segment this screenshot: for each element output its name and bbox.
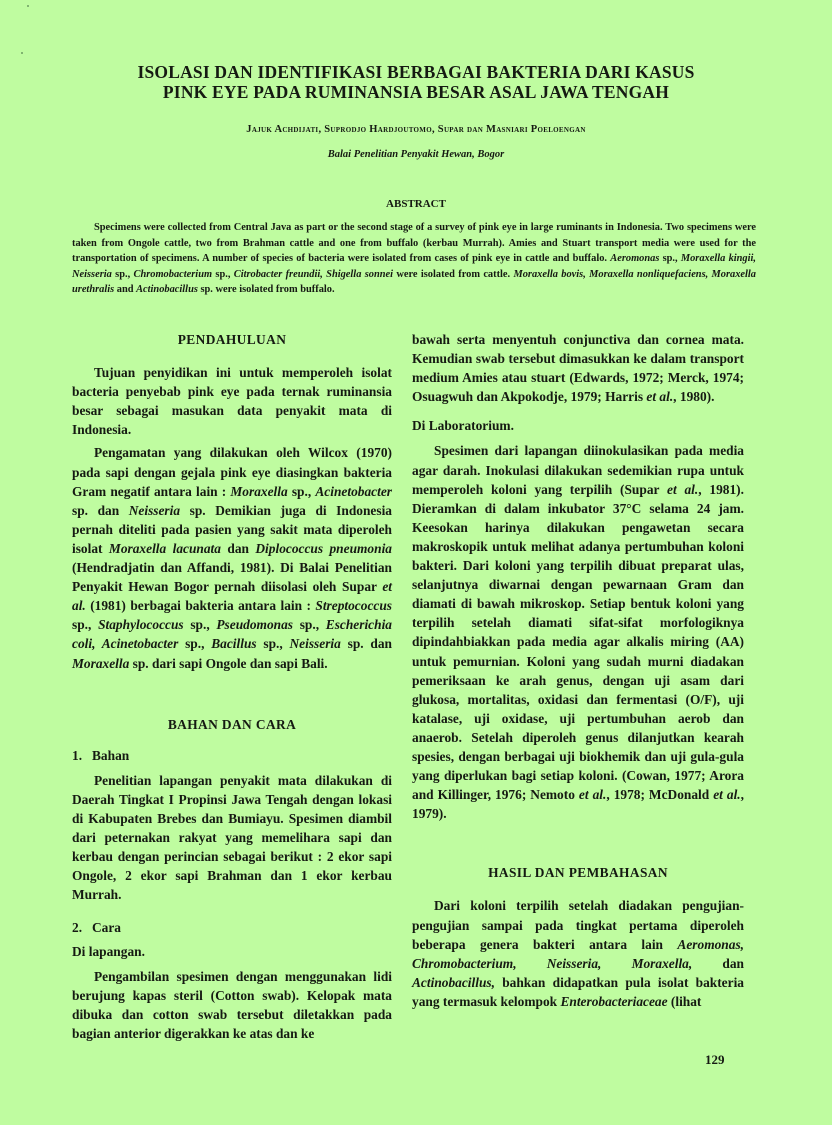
- text-run: sp. Demikian juga di Indonesia pernah diteliti pada pasien yang sakit mata diperoleh isolat: [72, 502, 392, 556]
- text-run: (Hendradjatin dan Affandi, 1981). Di Balai Penelitian Penyakit Hewan Bogor pernah diisolasi oleh Supar: [72, 560, 392, 595]
- text-run: bawah serta menyentuh conjunctiva dan cornea mata. Kemudian swab tersebut dimasukkan ke dalam transport medium Amies atau stuart (Edwards, 1972; Merck, 1974; Osuagwuh dan Akpokodje, 1979; Harris: [412, 332, 744, 405]
- right-column: [412, 330, 744, 1011]
- subsection-label: Bahan: [92, 747, 130, 763]
- text-run: sp. dan: [340, 636, 392, 652]
- italic-run: Actinobacillus,: [412, 974, 495, 990]
- italic-run: Aeromonas, Chromobacterium, Neisseria, Moraxella,: [412, 936, 744, 971]
- abstract-body: [72, 220, 756, 298]
- title-line-1: ISOLASI DAN IDENTIFIKASI BERBAGAI BAKTERIA DARI KASUS: [137, 62, 695, 82]
- paragraph: [412, 441, 744, 823]
- paragraph: Tujuan penyidikan ini untuk memperoleh isolat bacteria penyebab pink eye pada ternak ruminansia besar sebagai masukan data penyakit mata di Indonesia.: [72, 365, 392, 438]
- text-run: bahkan didapatkan pula isolat bakteria yang termasuk kelompok: [412, 974, 744, 1009]
- subsection-label: Cara: [92, 920, 122, 936]
- text-run: sp. dan: [72, 502, 129, 518]
- italic-run: Escherichia coli, Acinetobacter: [72, 617, 392, 652]
- italic-run: Citrobacter freundii, Shigella sonnei: [233, 268, 394, 280]
- text-run: sp.,: [212, 268, 234, 280]
- italic-run: Pseudomonas: [216, 617, 294, 633]
- page-number: 129: [705, 1052, 725, 1067]
- paragraph: Penelitian lapangan penyakit mata dilakukan di Daerah Tingkat I Propinsi Jawa Tengah dengan lokasi di Kabupaten Brebes dan Bumiayu. Spesimen diambil dari peternakan rakyat yang memelihara sapi dan kerbau dengan perincian sebagai berikut : 2 ekor sapi Ongole, 2 ekor sapi Brahman dan 1 ekor kerbau Murrah.: [72, 772, 392, 903]
- italic-run: Actinobacillus: [136, 284, 198, 296]
- italic-run: Enterobacteriaceae: [560, 993, 668, 1009]
- text-run: and: [114, 284, 137, 296]
- text-run: Pengamatan yang dilakukan oleh Wilcox (1970) pada sapi dengan gejala pink eye diasingkan bakteria Gram negatif antara lain :: [72, 445, 392, 499]
- text-run: Specimens were collected from Central Java as part or the second stage of a survey of pink eye in large ruminants in Indonesia. Two specimens were taken from Ongole cattle, two from Brahman cattle and one from buffalo (kerbau Murrah). Amies and Stuart transport media were used for the transportation of specimens. A number of species of bacteria were isolated from cases of pink eye in cattle and buffalo.: [72, 222, 756, 265]
- section-heading-pendahuluan: PENDAHULUAN: [177, 332, 287, 347]
- italic-run: et al.: [72, 579, 392, 614]
- italic-run: et al.: [667, 481, 699, 497]
- text-run: (lihat: [667, 993, 702, 1009]
- text-run: sp. were isolated from buffalo.: [197, 284, 335, 296]
- affiliation: Balai Penelitian Penyakit Hewan, Bogor: [327, 149, 505, 160]
- text-run: (1981) berbagai bakteria antara lain :: [85, 598, 316, 614]
- title-line-2: PINK EYE PADA RUMINANSIA BESAR ASAL JAWA TENGAH: [162, 82, 670, 102]
- paper-title: [80, 62, 752, 102]
- text-run: dan: [692, 955, 744, 971]
- paragraph: [412, 330, 744, 406]
- italic-run: Diplococcus pneumonia: [255, 540, 392, 556]
- paragraph: Pengambilan spesimen dengan menggunakan lidi berujung kapas steril (Cotton swab). Kelopak mata dibuka dan cotton swab tersebut diletakkan pada bagian anterior digerakkan ke atas dan ke: [72, 968, 392, 1041]
- subsection-number: 1.: [72, 747, 83, 763]
- italic-run: et al.: [713, 787, 741, 803]
- italic-run: Neisseria: [128, 502, 181, 518]
- italic-run: Bacillus: [211, 636, 257, 652]
- text-run: , 1979).: [412, 787, 744, 822]
- text-run: , 1981). Dieramkan di dalam inkubator 37°C selama 24 jam. Keesokan harinya dilakukan pengawetan secara makroskopik untuk melihat adanya pertumbuhan koloni bakteri. Dari koloni yang terpilih dibuat preparat ulas, selanjutnya diwarnai dengan pewarnaan Gram dan diamati di bawah mikroskop. Setiap bentuk koloni yang terpilih setelah diamati sifat-sifat morfologiknya dipindahbiakkan pada media agar alkalis miring (AA) untuk pemurnian. Koloni yang sudah murni diadakan pemeriksaan ke arah genus, dengan uji asam dari glukosa, mortalitas, oxidasi dan fermentasi (O/F), uji katalase, uji oxidase, uji pertumbuhan aerob dan anaerob. Setelah diperoleh genus dilanjutkan kearah spesies, dengan berbagai uji biokhemik dan uji gula-gula yang diperlukan bagi setiap koloni. (Cowan, 1977; Arora and Killinger, 1976; Nemoto: [412, 481, 744, 803]
- text-run: sp.,: [178, 636, 212, 652]
- subsubsection-label: Di Laboratorium.: [412, 418, 514, 434]
- author-list: Jajuk Achdijati, Suprodjo Hardjoutomo, Supar dan Masniari Poeloengan: [246, 124, 586, 135]
- text-run: sp.,: [659, 253, 681, 265]
- text-run: sp.,: [72, 617, 99, 633]
- italic-run: Moraxella lacunata: [108, 540, 221, 556]
- italic-run: Streptococcus: [315, 598, 392, 614]
- text-run: dan: [220, 540, 256, 556]
- italic-run: Moraxella: [230, 483, 288, 499]
- left-column: [72, 330, 392, 1043]
- paragraph: [412, 896, 744, 1011]
- text-run: , 1980).: [673, 389, 715, 405]
- italic-run: Neisseria: [289, 636, 341, 652]
- text-run: sp. dari sapi Ongole dan sapi Bali.: [129, 655, 328, 671]
- section-heading-hasil-dan-pembahasan: HASIL DAN PEMBAHASAN: [488, 865, 668, 881]
- italic-run: Moraxella bovis, Moraxella nonliquefaciens, Moraxella urethralis: [72, 268, 757, 296]
- italic-run: Acinetobacter: [315, 483, 392, 499]
- scan-speck: [21, 52, 23, 54]
- italic-run: Aeromonas: [610, 253, 660, 265]
- text-run: , 1978; McDonald: [606, 787, 714, 803]
- text-run: Spesimen dari lapangan diinokulasikan pada media agar darah. Inokulasi dilakukan sedemikian rupa untuk memperoleh koloni yang terpilih (Supar: [412, 443, 744, 497]
- italic-run: Staphylococcus: [98, 617, 184, 633]
- abstract-heading: ABSTRACT: [386, 198, 446, 210]
- text-run: sp.,: [183, 617, 217, 633]
- italic-run: Chromobacterium: [133, 268, 213, 280]
- section-heading-bahan-dan-cara: BAHAN DAN CARA: [167, 716, 297, 732]
- subsection-heading-bahan: [72, 746, 392, 765]
- text-run: sp.,: [111, 268, 134, 280]
- italic-run: Moraxella kingii, Neisseria: [72, 253, 756, 280]
- italic-run: Moraxella: [72, 655, 130, 671]
- text-run: Dari koloni terpilih setelah diadakan pengujian-pengujian sampai pada tingkat pertama diperoleh beberapa genera bakteri antara lain: [412, 898, 744, 952]
- text-run: sp.,: [293, 617, 326, 633]
- subsubsection-label: Di lapangan.: [72, 943, 145, 959]
- text-run: sp.,: [287, 483, 316, 499]
- subsection-number: 2.: [72, 920, 83, 936]
- scan-speck: [27, 5, 29, 7]
- paragraph: [72, 443, 392, 672]
- subsection-heading-cara: [72, 918, 392, 937]
- text-run: were isolated from cattle.: [393, 268, 514, 280]
- text-run: sp.,: [256, 636, 290, 652]
- italic-run: et al.: [646, 389, 674, 405]
- italic-run: et al.: [578, 787, 607, 803]
